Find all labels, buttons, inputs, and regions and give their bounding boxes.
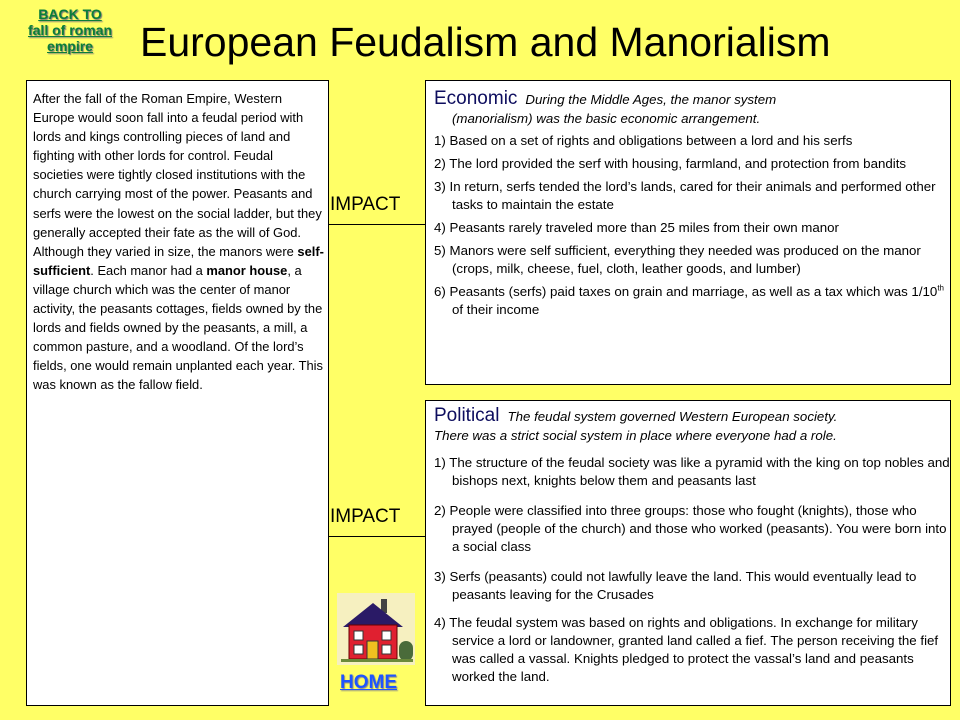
political-item-1: 1) The structure of the feudal society was like a pyramid with the king on top nobles and bishops next, knights below them and peasants last [434,455,950,488]
manor-house-term: manor house [206,262,288,278]
feudalism-description-box [26,80,329,706]
economic-intro-line1: During the Middle Ages, the manor system [525,92,777,107]
economic-item-6 [434,283,950,319]
political-box [425,400,951,706]
economic-connector-line [329,224,425,225]
house-icon[interactable] [337,593,415,665]
description-text-2: . Each manor had a [90,262,207,278]
political-connector-line [329,536,425,537]
economic-item-2: 2) The lord provided the serf with housing, farmland, and protection from bandits [434,156,907,171]
economic-item-4: 4) Peasants rarely traveled more than 25 miles from their own manor [434,220,839,235]
economic-item-6-superscript: th [937,283,944,293]
economic-intro-line2: (manorialism) was the basic economic arrangement. [452,111,761,126]
back-link-line2: fall of roman [27,22,112,38]
economic-item-6-end: of their income [452,302,540,317]
political-intro-line2: There was a strict social system in place where everyone had a role. [434,428,837,443]
home-link[interactable]: HOME [340,672,397,693]
page-title: European Feudalism and Manorialism [140,19,831,65]
economic-impact-label: IMPACT [330,194,401,215]
political-item-2: 2) People were classified into three groups: those who fought (knights), those who prayed (people of the church) and those who worked (peasants). You were born into a social class [434,503,947,554]
back-link-line1: BACK TO [38,6,102,22]
description-text-3: , a village church which was the center of manor activity, the peasants cottages, fields owned by the lords and fields owned by the peasants, a mill, a common pasture, and a woodland. Of the lord’s fields, one would remain unplanted each year. This was known as the fallow field. [33,262,323,393]
economic-item-5: 5) Manors were self sufficient, everything they needed was produced on the manor (crops, milk, cheese, fuel, cloth, leather goods, and lumber) [434,243,921,276]
back-link-line3: empire [47,38,93,54]
self-sufficient-term: self-sufficient [33,243,324,278]
economic-heading: Economic [434,88,518,109]
political-item-3: 3) Serfs (peasants) could not lawfully leave the land. This would eventually lead to peasants leaving for the Crusades [434,569,917,602]
political-intro-line1: The feudal system governed Western European society. [507,409,838,424]
back-to-fall-of-roman-empire-link[interactable] [12,6,128,54]
political-impact-label: IMPACT [330,506,401,527]
political-item-4: 4) The feudal system was based on rights and obligations. In exchange for military service a lord or landowner, granted land called a fief. The person receiving the fief was called a vassal. Knights pledged to protect the vassal’s land and peasants worked the land. [434,615,939,684]
economic-item-3: 3) In return, serfs tended the lord’s lands, cared for their animals and performed other tasks to maintain the estate [434,179,936,212]
political-heading: Political [434,405,500,426]
description-text-1: After the fall of the Roman Empire, Western Europe would soon fall into a feudal period with lords and kings controlling pieces of land and fighting with other lords for control. Feudal societies were tightly closed institutions with the church carrying most of the power. Peasants and serfs were the lowest on the social ladder, but they generally accepted their fate as the will of God. Although they varied in size, the manors were [33,91,322,259]
economic-box [425,80,951,385]
economic-item-1: 1) Based on a set of rights and obligations between a lord and his serfs [434,133,853,148]
economic-item-6-text: 6) Peasants (serfs) paid taxes on grain and marriage, as well as a tax which was 1/10 [434,284,938,299]
